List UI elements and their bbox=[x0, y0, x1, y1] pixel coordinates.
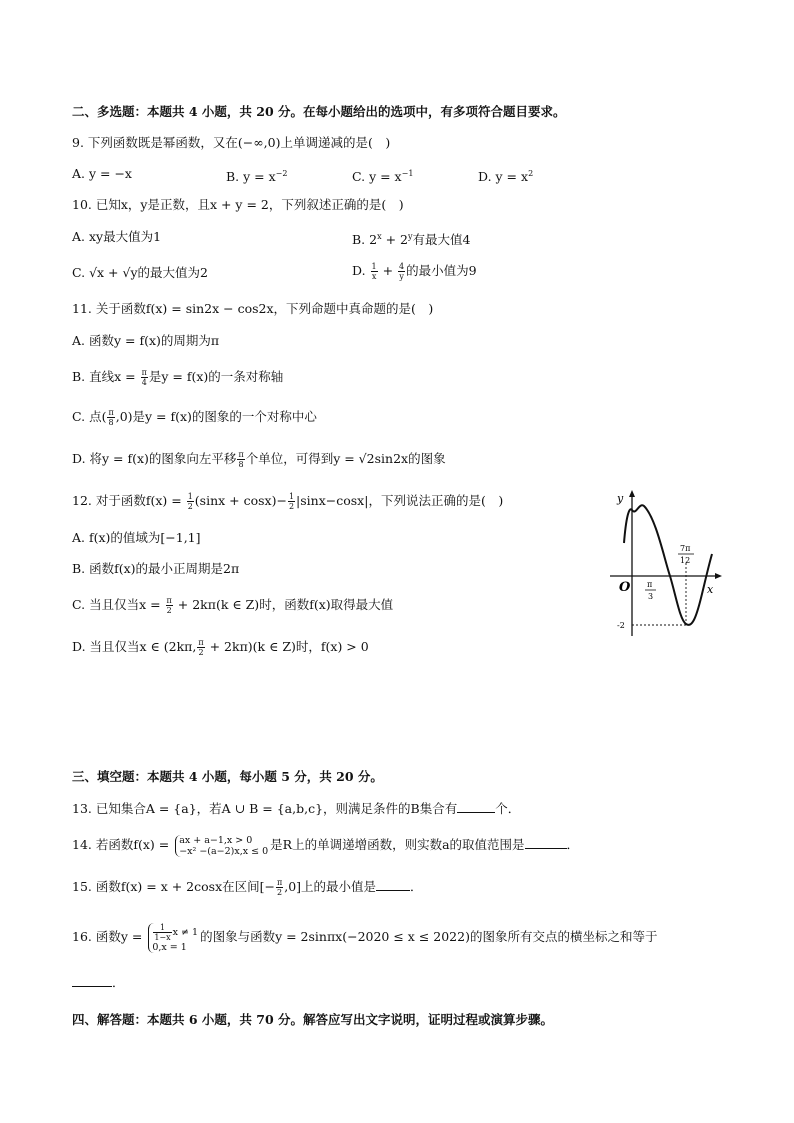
q12-stem: 12. 对于函数f(x) = $\frac{1}{2}$ (sinx + cosx)− $\frac{1}{2}$ |sinx−cosx|，下列说法正确的是( ) bbox=[72, 492, 504, 511]
tick-x2-denominator: 12 bbox=[680, 556, 691, 565]
tick-x1-denominator: 3 bbox=[648, 592, 654, 601]
q16-answer-blank[interactable] bbox=[72, 974, 112, 987]
q11-option-d: D. 将y = f(x)的图象向左平移 $\frac{\pi}{8}$ 个单位，可得到y = √2sin2x的图象 bbox=[72, 450, 446, 469]
sine-graph bbox=[604, 488, 724, 638]
y-axis-label: y bbox=[617, 492, 624, 505]
q10-option-d: D. $\frac{1}{x}$ + $\frac{4}{y}$ 的最小值为9 bbox=[352, 262, 477, 281]
q10-option-b: B. $2^x + 2^y$有最大值4 bbox=[352, 232, 471, 248]
section-3-heading: 三、填空题：本题共 4 小题，每小题 5 分，共 20 分。 bbox=[72, 769, 383, 784]
section-2-heading: 二、多选题：本题共 4 小题，共 20 分。在每小题给出的选项中，有多项符合题目要求。 bbox=[72, 104, 566, 119]
q9-option-a: A. y = −x bbox=[72, 166, 132, 181]
q13-answer-blank[interactable] bbox=[457, 800, 495, 813]
x-axis-label: x bbox=[707, 583, 714, 596]
q12-option-d: D. 当且仅当x ∈ (2kπ, $\frac{\pi}{2}$ + 2kπ)(k ∈ Z)时，f(x) > 0 bbox=[72, 638, 369, 657]
q9-option-b: B. $y = x^{-2}$ bbox=[226, 169, 288, 185]
y-axis-arrow bbox=[629, 490, 635, 497]
q11-stem: 11. 关于函数f(x) = sin2x − cos2x，下列命题中真命题的是( ) bbox=[72, 301, 434, 316]
q16-piecewise: $\frac{1}{1-x}$ x ≠ 1 0,x = 1 bbox=[148, 923, 198, 953]
x-axis-arrow bbox=[715, 573, 722, 579]
q14-stem: 14. 若函数f(x) = ax + a−1,x > 0 −x² −(a−2)x,x ≤ 0 是R上的单调递增函数，则实数a的取值范围是 ． bbox=[72, 834, 580, 857]
q10-option-c: C. √x + √y的最大值为2 bbox=[72, 265, 208, 280]
q9-option-d: D. $y = x^2$ bbox=[478, 169, 534, 185]
q12-option-a: A. f(x)的值域为[−1,1] bbox=[72, 530, 201, 545]
q15-stem: 15. 函数f(x) = x + 2cosx在区间[− $\frac{\pi}{2}$ ,0]上的最小值是 ． bbox=[72, 878, 423, 897]
q14-answer-blank[interactable] bbox=[525, 836, 567, 849]
section-4-heading: 四、解答题：本题共 6 小题，共 70 分。解答应写出文字说明，证明过程或演算步骤。 bbox=[72, 1012, 554, 1027]
q12-option-c: C. 当且仅当x = $\frac{\pi}{2}$ + 2kπ(k ∈ Z)时，函数f(x)取得最大值 bbox=[72, 596, 394, 615]
q15-answer-blank[interactable] bbox=[376, 878, 410, 891]
curve bbox=[624, 505, 712, 625]
q11-option-c: C. 点( $\frac{\pi}{8}$ ,0)是y = f(x)的图象的一个对称中心 bbox=[72, 408, 317, 427]
q9-option-c: C. $y = x^{-1}$ bbox=[352, 169, 414, 185]
q16-stem: 16. 函数y = $\frac{1}{1-x}$ x ≠ 1 0,x = 1 的图象与函数y = 2sinπx(−2020 ≤ x ≤ 2022)的图象所有交点的横坐标之和等于 bbox=[72, 922, 658, 953]
q10-option-a: A. xy最大值为1 bbox=[72, 229, 162, 244]
q16-answer-line: ． bbox=[72, 974, 125, 992]
q14-piecewise: ax + a−1,x > 0 −x² −(a−2)x,x ≤ 0 bbox=[175, 835, 268, 857]
tick-y-label: -2 bbox=[617, 621, 625, 630]
q9-stem: 9. 下列函数既是幂函数，又在(−∞,0)上单调递减的是( ) bbox=[72, 135, 391, 150]
origin-label: O bbox=[619, 580, 631, 595]
tick-x1-numerator: π bbox=[647, 580, 653, 589]
q13-stem: 13. 已知集合A = {a}，若A ∪ B = {a,b,c}，则满足条件的B集合有 个． bbox=[72, 801, 521, 816]
q12-option-b: B. 函数f(x)的最小正周期是2π bbox=[72, 561, 240, 576]
tick-x2-numerator: 7π bbox=[680, 544, 691, 553]
q11-option-a: A. 函数y = f(x)的周期为π bbox=[72, 333, 220, 348]
q11-option-b: B. 直线x = $\frac{\pi}{4}$ 是y = f(x)的一条对称轴 bbox=[72, 368, 284, 387]
q10-stem: 10. 已知x，y是正数，且x + y = 2，下列叙述正确的是( ) bbox=[72, 197, 404, 212]
